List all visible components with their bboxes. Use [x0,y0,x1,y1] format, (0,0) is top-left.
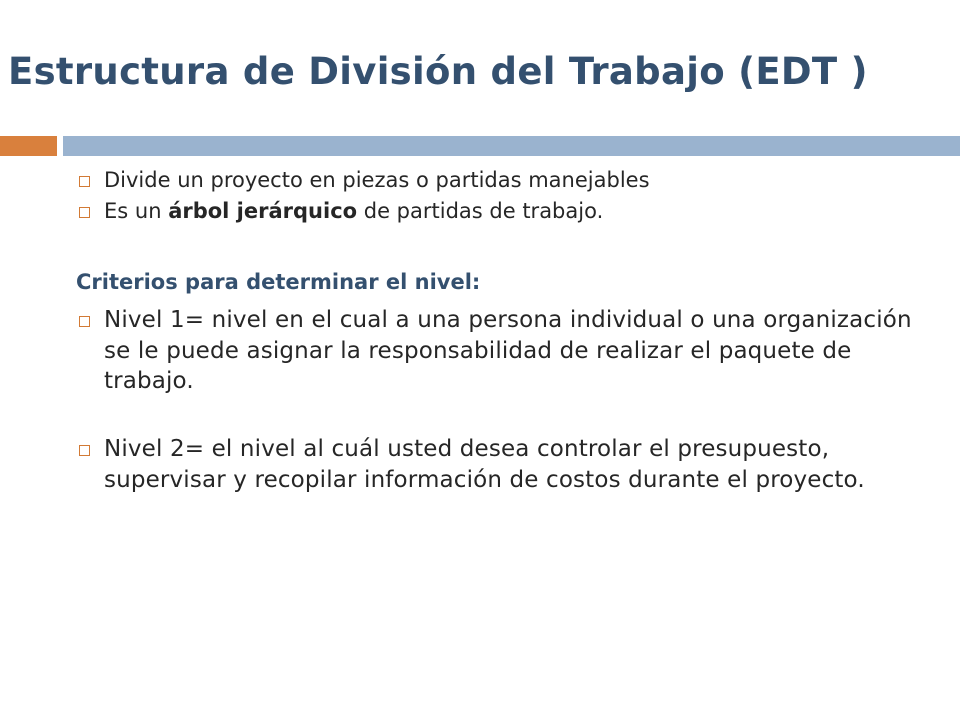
criteria-text: Nivel 2= el nivel al cuál usted desea controlar el presupuesto, supervisar y recopilar información de costos durante el proyecto. [104,436,865,493]
criteria-item [76,305,916,396]
title-rule [63,136,960,156]
hollow-square-bullet-icon [79,316,90,327]
bullet-text: Divide un proyecto en piezas o partidas manejables [104,168,650,192]
accent-bar [0,136,57,156]
slide-title: Estructura de División del Trabajo (EDT ) [8,50,868,93]
slide-content [76,166,916,495]
bullet-item [76,197,916,226]
hollow-square-bullet-icon [79,176,90,187]
hollow-square-bullet-icon [79,445,90,456]
bullet-item [76,166,916,195]
criteria-heading: Criterios para determinar el nivel: [76,269,481,294]
bullet-text-prefix: Es un [104,199,169,224]
criteria-text: Nivel 1= nivel en el cual a una persona individual o una organización se le puede asignar la responsabilidad de realizar el paquete de trabajo. [104,307,912,394]
hollow-square-bullet-icon [79,207,90,218]
criteria-item [76,434,916,495]
bullet-text-bold: árbol jerárquico [168,199,358,224]
bullet-text-suffix: de partidas de trabajo. [357,199,604,224]
